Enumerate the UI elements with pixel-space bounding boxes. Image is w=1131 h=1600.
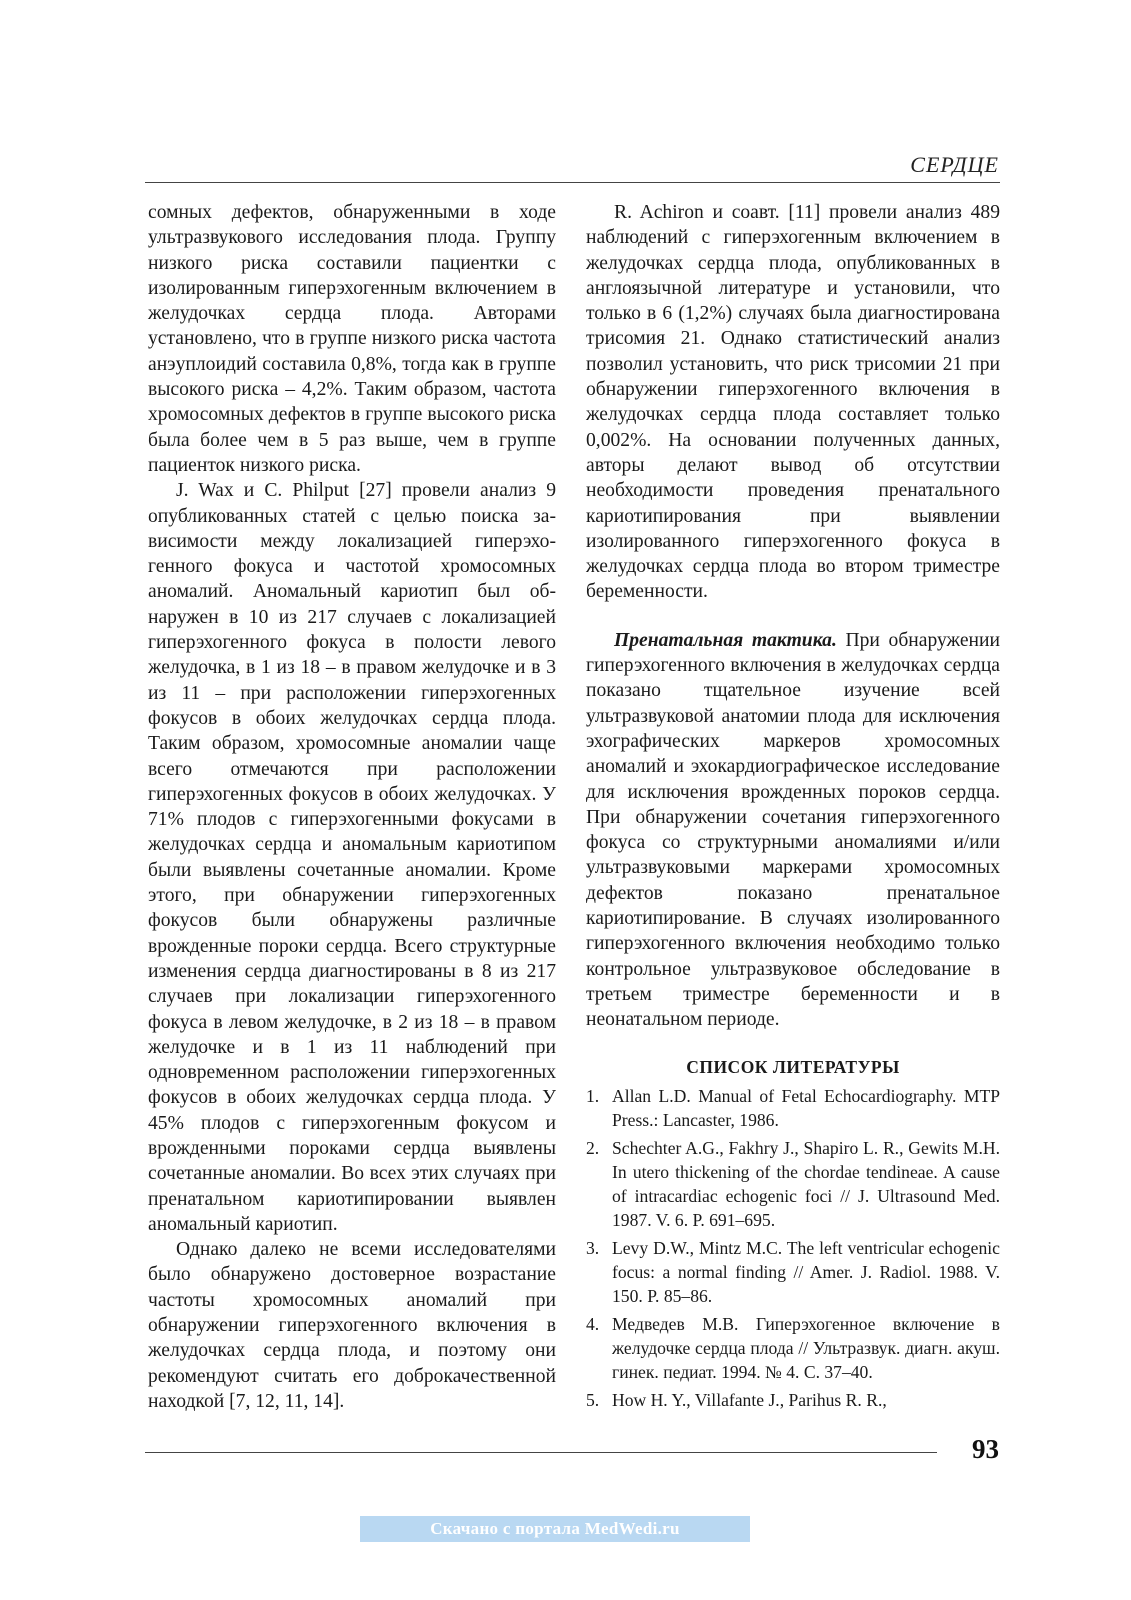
- footer-rule: [145, 1452, 937, 1453]
- reference-item: [586, 1236, 1000, 1308]
- references-title: СПИСОК ЛИТЕРАТУРЫ: [686, 1056, 900, 1077]
- reference-number: 1.: [586, 1085, 600, 1106]
- reference-item: [586, 1084, 1000, 1132]
- reference-text: Медведев М.В. Гиперэхогенное включение в желудочке сердца плода // Ультразвук. диагн. акуш. гинек. педиат. 1994. № 4. С. 37–40.: [612, 1313, 1000, 1382]
- reference-text: How H. Y., Villafante J., Parihus R. R.,: [612, 1389, 887, 1410]
- reference-number: 2.: [586, 1137, 600, 1158]
- reference-item: [586, 1388, 1000, 1412]
- download-watermark-banner: Скачано с портала MedWedi.ru: [360, 1516, 750, 1542]
- prenatal-tactics-lead: Пренатальная тактика.: [614, 629, 837, 651]
- header-rule: [145, 182, 1000, 183]
- reference-item: [586, 1136, 1000, 1232]
- right-paragraph-2: [586, 628, 1000, 1033]
- reference-number: 5.: [586, 1389, 600, 1410]
- left-paragraph-1: сомных дефектов, обнаруженными в ходе ультразвукового исследования плода. Группу низкого риска составили пациентки с изолированным гиперэхогенным включением в желудочках сердца плода. Авторами установлено, что в группе низкого риска частота анэуплоидий составила 0,8%, тогда как в группе высокого риска – 4,2%. Таким образом, частота хромосомных дефектов в группе высокого риска была более чем в 5 раз выше, чем в группе пациенток низкого риска.: [148, 202, 556, 476]
- reference-text: Allan L.D. Manual of Fetal Echocardiography. MTP Press.: Lancaster, 1986.: [612, 1085, 1000, 1130]
- running-head-title: СЕРДЦЕ: [910, 152, 999, 177]
- prenatal-tactics-body: При обнаружении гиперэхогенного включения в желудочках сердца показано тщательное изучение всей ультразвуковой анатомии плода для исключения эхографических маркеров хромосомных аномалий и эхокардиографическое исследование для исключения врожденных пороков сердца. При обнаружении сочетания гиперэхогенного фокуса со структурными аномалиями и/или ультразвуковыми маркерами хромосомных дефектов показано пренатальное кариотипирование. В случаях изолированного гиперэхогенного включения необходимо только контрольное ультразвуковое обследование в третьем триместре беременности и в неонатальном периоде.: [586, 629, 1000, 1031]
- left-paragraph-2: J. Wax и C. Philput [27] провели анализ 9 опубликованных статей с целью поиска зависимости между локализацией гиперэхогенного фокуса и частотой хромосомных аномалий. Аномальный кариотип был обнаружен в 10 из 217 случаев с локализацией гиперэхогенного фокуса в полости левого желудочка, в 1 из 18 – в правом желудочке и в 3 из 11 – при расположении гиперэхогенных фокусов в обоих желудочках сердца плода. Таким образом, хромосомные аномалии чаще всего отмечаются при расположении гиперэхогенных фокусов в обоих желудочках. У 71% плодов с гиперэхогенными фокусами в желудочках сердца и аномальным кариотипом были выявлены сочетанные аномалии. Кроме этого, при обнаружении гиперэхогенных фокусов были обнаружены различные врожденные пороки сердца. Всего структурные изменения сердца диагностированы в 8 из 217 случаев при локализации гиперэхогенного фокуса в левом желудочке, в 2 из 18 – в правом желудочке и в 1 из 11 наблюдений при одновременном расположении гиперэхогенных фокусов в обоих желудочках сердца плода. У 45% плодов с гиперэхогенным фокусом и врожденными пороками сердца выявлены сочетанные аномалии. Во всех этих случаях при пренатальном кариотипировании выявлен аномальный кариотип.: [148, 480, 556, 1235]
- reference-text: Levy D.W., Mintz M.C. The left ventricular echogenic focus: a normal finding // Amer. J. Radiol. 1988. V. 150. P. 85–86.: [612, 1237, 1000, 1306]
- right-paragraph-1: R. Achiron и соавт. [11] провели анализ 489 наблюдений с гиперэхогенным включением в желудочках сердца плода, опубликованных в англоязычной литературе и установили, что только в 6 (1,2%) случаях была диагностирована трисомия 21. Однако статистический анализ позволил установить, что риск трисомии 21 при обнаружении гиперэхогенного включения в желудочках сердца плода составляет только 0,002%. На основании полученных данных, авторы делают вывод об отсутствии необходимости проведения пренатального кариотипирования при выявлении изолированного гиперэхогенного фокуса в желудочках сердца плода во втором триместре беременности.: [586, 202, 1000, 603]
- references-list: [586, 1084, 1000, 1412]
- reference-item: [586, 1312, 1000, 1384]
- right-column: [586, 200, 1000, 1416]
- left-paragraph-3: Однако далеко не всеми исследователями было обнаружено достоверное возрастание частоты хромосомных аномалий при обнаружении гиперэхогенного включения в желудочках сердца плода, и поэтому они рекомендуют считать его доброкачественной находкой [7, 12, 11, 14].: [148, 1239, 556, 1412]
- reference-number: 3.: [586, 1237, 600, 1258]
- reference-number: 4.: [586, 1313, 600, 1334]
- left-column: [148, 200, 556, 1414]
- reference-text: Schechter A.G., Fakhry J., Shapiro L. R., Gewits M.H. In utero thickening of the chordae tendineae. A cause of intracardiac echogenic foci // J. Ultrasound Med. 1987. V. 6. P. 691–695.: [612, 1137, 1000, 1230]
- page-number: 93: [972, 1434, 999, 1464]
